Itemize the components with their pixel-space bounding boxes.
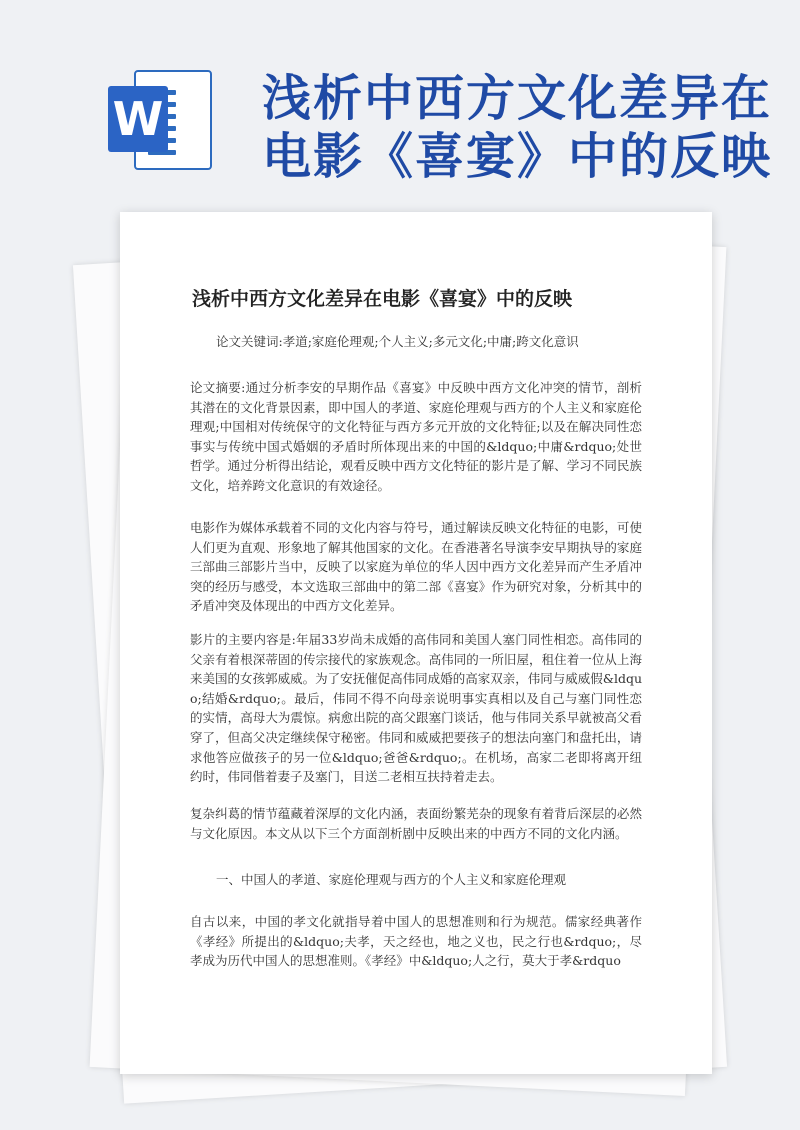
banner-title-line-1: 浅析中西方文化差异在 bbox=[262, 69, 773, 127]
abstract-paragraph: 论文摘要:通过分析李安的早期作品《喜宴》中反映中西方文化冲突的情节，剖析其潜在的文化背景因素，即中国人的孝道、家庭伦理观与西方的个人主义和家庭伦理观;中国相对传统保守的文化特征与西方多元开放的文化特征;以及在解决同性恋事实与传统中国式婚姻的矛盾时所体现出来的中国的&ldquo;中庸&rdquo;处世哲学。通过分析得出结论，观看反映中西方文化特征的影片是了解、学习不同民族文化，培养跨文化意识的有效途径。 bbox=[190, 380, 642, 493]
overview-paragraph: 复杂纠葛的情节蕴藏着深厚的文化内涵，表面纷繁芜杂的现象有着背后深层的必然与文化原因。本文从以下三个方面剖析剧中反映出来的中西方不同的文化内涵。 bbox=[190, 806, 642, 841]
section-1-paragraph: 自古以来，中国的孝文化就指导着中国人的思想准则和行为规范。儒家经典著作《孝经》所提出的&ldquo;夫孝，天之经也，地之义也，民之行也&rdquo;，尽孝成为历代中国人的思想准则。《孝经》中&ldquo;人之行，莫大于孝&rdquo bbox=[190, 914, 642, 969]
word-document-icon bbox=[108, 70, 218, 170]
plot-summary-paragraph: 影片的主要内容是:年届33岁尚未成婚的高伟同和美国人塞门同性相恋。高伟同的父亲有着根深蒂固的传宗接代的家族观念。高伟同的一所旧屋，租住着一位从上海来美国的女孩郭威威。为了安抚催促高伟同成婚的高家双亲，伟同与威威假&ldquo;结婚&rdquo;。最后，伟同不得不向母亲说明事实真相以及自己与塞门同性恋的实情，高母大为震惊。病愈出院的高父跟塞门谈话，他与伟同关系早就被高父看穿了，但高父决定继续保守秘密。伟同和威威把要孩子的想法向塞门和盘托出，请求他答应做孩子的另一位&ldquo;爸爸&rdquo;。在机场，高家二老即将离开纽约时，伟同偕着妻子及塞门，目送二老相互扶持着走去。 bbox=[190, 632, 642, 785]
word-letter-badge: W bbox=[108, 86, 168, 152]
banner bbox=[0, 0, 800, 210]
intro-paragraph: 电影作为媒体承载着不同的文化内容与符号，通过解读反映文化特征的电影，可使人们更为直观、形象地了解其他国家的文化。在香港著名导演李安早期执导的家庭三部曲三部影片当中，反映了以家庭为单位的华人因中西方文化差异而产生矛盾冲突的经历与感受，本文选取三部曲中的第二部《喜宴》作为研究对象，分析其中的矛盾冲突及体现出的中西方文化差异。 bbox=[190, 520, 642, 614]
section-heading-1: 一、中国人的孝道、家庭伦理观与西方的个人主义和家庭伦理观 bbox=[216, 872, 567, 887]
document-title: 浅析中西方文化差异在电影《喜宴》中的反映 bbox=[192, 288, 573, 310]
keywords-line: 论文关键词:孝道;家庭伦理观;个人主义;多元文化;中庸;跨文化意识 bbox=[216, 334, 579, 349]
document-page bbox=[120, 212, 712, 1074]
banner-title-line-2: 电影《喜宴》中的反映 bbox=[262, 127, 773, 185]
